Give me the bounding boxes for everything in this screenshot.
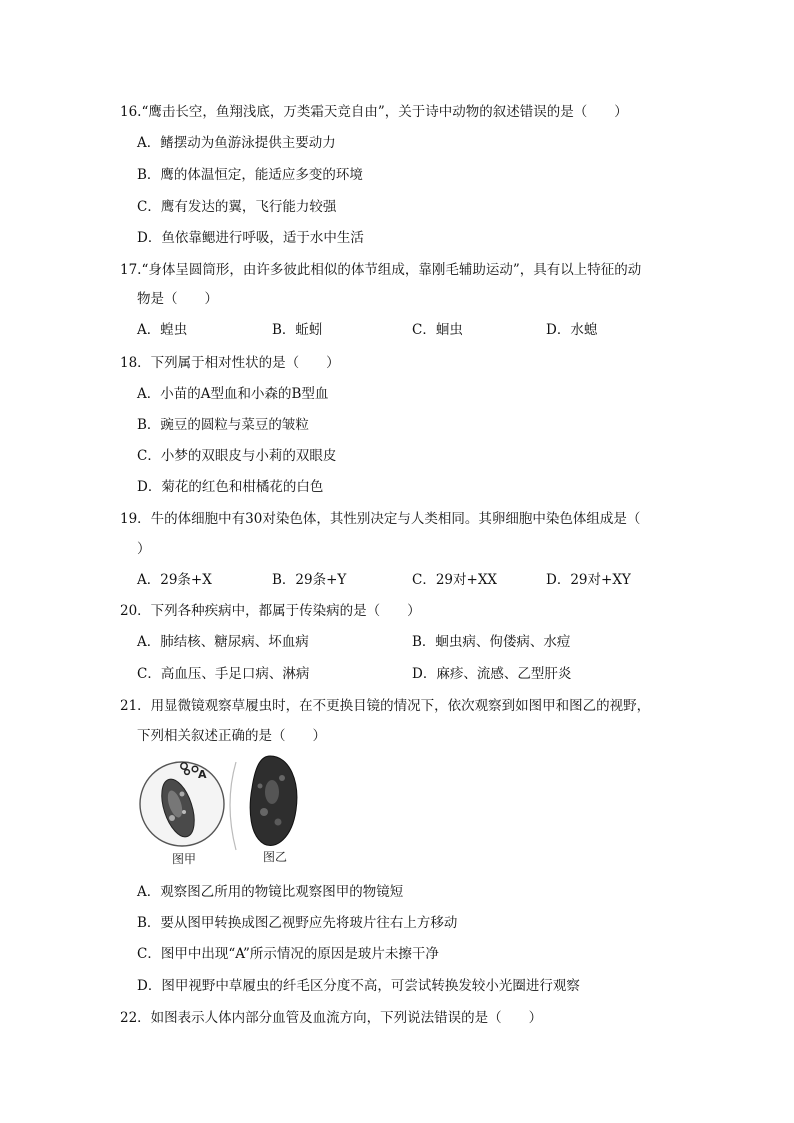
q21-option-d: D．图甲视野中草履虫的纤毛区分度不高，可尝试转换发较小光圈进行观察 [137, 978, 580, 994]
q20-option-a: A．肺结核、糖尿病、坏血病 [137, 634, 309, 650]
figure-marker-a: A [198, 768, 207, 781]
q19-option-c: C．29对+XX [412, 572, 498, 588]
q20-stem: 20．下列各种疾病中，都属于传染病的是（ ） [120, 603, 421, 619]
q20-option-d: D．麻疹、流感、乙型肝炎 [412, 666, 572, 682]
view-divider-arc [230, 762, 236, 850]
q19-stem-line1: 19．牛的体细胞中有30对染色体，其性别决定与人类相同。其卵细胞中染色体组成是（ [120, 511, 641, 527]
q19-option-d: D．29对+XY [546, 572, 631, 588]
q17-stem-line1: 17.“身体呈圆筒形，由许多彼此相似的体节组成，靠刚毛辅助运动”，具有以上特征的动 [120, 262, 642, 278]
q18-option-b: B．豌豆的圆粒与菜豆的皱粒 [137, 417, 309, 433]
q19-stem-line2: ） [137, 541, 151, 557]
q20-option-b: B．蛔虫病、佝偻病、水痘 [412, 634, 571, 650]
q21-stem-line1: 21．用显微镜观察草履虫时，在不更换目镜的情况下，依次观察到如图甲和图乙的视野， [120, 698, 651, 714]
q21-option-c: C．图甲中出现“A”所示情况的原因是玻片未擦干净 [137, 946, 439, 962]
q17-option-c: C．蛔虫 [412, 322, 463, 338]
q17-stem-line2: 物是（ ） [137, 291, 218, 307]
q18-stem: 18．下列属于相对性状的是（ ） [120, 355, 340, 371]
q19-option-a: A．29条+X [137, 572, 212, 588]
q16-option-d: D．鱼依靠鳃进行呼吸，适于水中生活 [137, 230, 364, 246]
paramecium-views-illustration [138, 752, 318, 872]
q18-option-d: D．菊花的红色和柑橘花的白色 [137, 479, 324, 495]
q16-option-b: B．鹰的体温恒定，能适应多变的环境 [137, 167, 363, 183]
q21-option-a: A．观察图乙所用的物镜比观察图甲的物镜短 [137, 884, 404, 900]
q16-stem: 16.“鹰击长空，鱼翔浅底，万类霜天竞自由”，关于诗中动物的叙述错误的是（ ） [120, 104, 628, 120]
q18-option-a: A．小苗的A型血和小森的B型血 [137, 386, 329, 402]
q16-option-c: C．鹰有发达的翼，飞行能力较强 [137, 199, 337, 215]
figure-caption-jia: 图甲 [172, 852, 197, 866]
microscope-figure [138, 752, 318, 872]
q22-stem: 22．如图表示人体内部分血管及血流方向，下列说法错误的是（ ） [120, 1010, 543, 1026]
q21-option-b: B．要从图甲转换成图乙视野应先将玻片往右上方移动 [137, 915, 458, 931]
q16-option-a: A．鳍摆动为鱼游泳提供主要动力 [137, 135, 336, 151]
q17-option-a: A．蝗虫 [137, 322, 188, 338]
q17-option-b: B．蚯蚓 [272, 322, 323, 338]
q19-option-b: B．29条+Y [272, 572, 347, 588]
figure-caption-yi: 图乙 [263, 850, 288, 864]
q21-stem-line2: 下列相关叙述正确的是（ ） [137, 728, 326, 744]
q18-option-c: C．小梦的双眼皮与小莉的双眼皮 [137, 448, 337, 464]
q17-option-d: D．水螅 [546, 322, 598, 338]
paramecium-large [250, 756, 297, 846]
q20-option-c: C．高血压、手足口病、淋病 [137, 666, 310, 682]
